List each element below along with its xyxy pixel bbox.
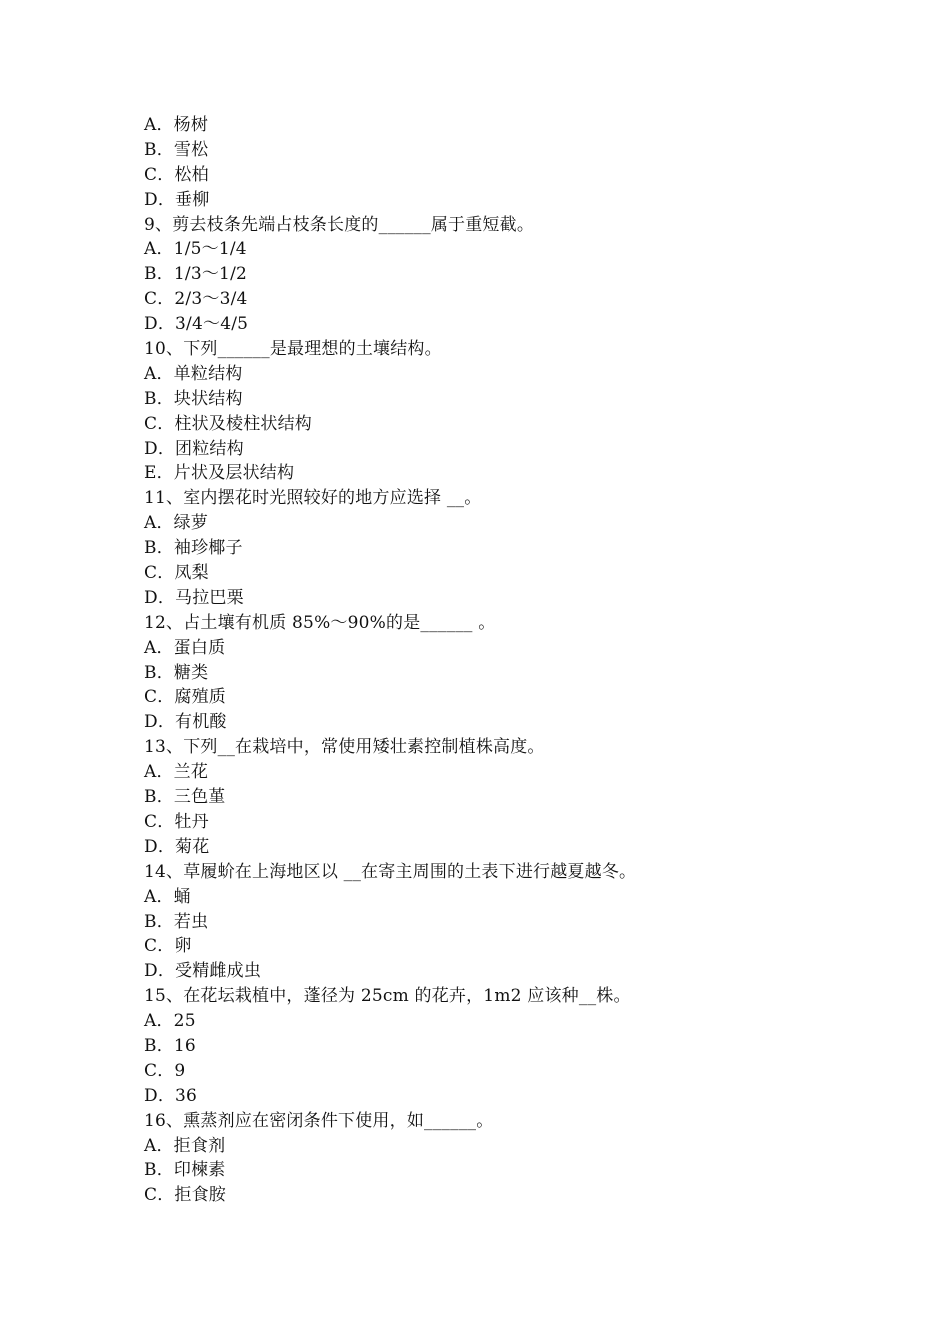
option-a: A．单粒结构 xyxy=(144,363,243,384)
question-16: 16、熏蒸剂应在密闭条件下使用，如______。 xyxy=(144,1110,494,1131)
option-c: C．卵 xyxy=(144,936,192,957)
question-12: 12、占土壤有机质 85%～90%的是______ 。 xyxy=(144,612,496,633)
question-9: 9、剪去枝条先端占枝条长度的______属于重短截。 xyxy=(144,214,535,235)
option-c: C．2/3～3/4 xyxy=(144,289,248,310)
question-14: 14、草履蚧在上海地区以 __在寄主周围的土表下进行越夏越冬。 xyxy=(144,861,637,882)
option-c: C．柱状及棱柱状结构 xyxy=(144,413,313,434)
option-c: C．9 xyxy=(144,1060,186,1081)
option-d: D．36 xyxy=(144,1085,198,1106)
option-b: B．三色堇 xyxy=(144,787,226,808)
option-d: D．有机酸 xyxy=(144,712,227,733)
option-b: B．16 xyxy=(144,1035,196,1056)
option-a: A．兰花 xyxy=(144,762,209,783)
option-a: A．25 xyxy=(144,1011,196,1032)
question-13: 13、下列__在栽培中，常使用矮壮素控制植株高度。 xyxy=(144,737,545,758)
option-b: B．块状结构 xyxy=(144,388,243,409)
option-c: C．松柏 xyxy=(144,164,209,185)
option-c: C．凤梨 xyxy=(144,563,209,584)
option-b: B．雪松 xyxy=(144,139,209,160)
option-b: B．印楝素 xyxy=(144,1160,226,1181)
option-c: C．牡丹 xyxy=(144,811,209,832)
option-b: B．糖类 xyxy=(144,662,209,683)
question-10: 10、下列______是最理想的土壤结构。 xyxy=(144,339,442,360)
option-d: D．马拉巴栗 xyxy=(144,587,244,608)
option-e: E．片状及层状结构 xyxy=(144,463,295,484)
option-d: D．受精雌成虫 xyxy=(144,961,262,982)
option-b: B．若虫 xyxy=(144,911,209,932)
option-b: B．袖珍椰子 xyxy=(144,538,243,559)
question-11: 11、室内摆花时光照较好的地方应选择 __。 xyxy=(144,488,482,509)
option-c: C．拒食胺 xyxy=(144,1185,227,1206)
question-list xyxy=(144,113,844,1208)
option-a: A．杨树 xyxy=(144,115,209,135)
option-a: A．拒食剂 xyxy=(144,1135,226,1156)
option-b: B．1/3～1/2 xyxy=(144,264,248,285)
option-a: A．蛋白质 xyxy=(144,637,226,658)
option-d: D．菊花 xyxy=(144,836,210,857)
option-a: A．蛹 xyxy=(144,886,191,907)
question-15: 15、在花坛栽植中，蓬径为 25cm 的花卉，1m2 应该种__株。 xyxy=(144,986,631,1007)
option-d: D．团粒结构 xyxy=(144,438,244,459)
option-a: A．绿萝 xyxy=(144,513,209,534)
option-d: D．垂柳 xyxy=(144,189,210,210)
option-c: C．腐殖质 xyxy=(144,687,227,708)
option-a: A．1/5～1/4 xyxy=(144,239,247,260)
option-d: D．3/4～4/5 xyxy=(144,314,249,335)
